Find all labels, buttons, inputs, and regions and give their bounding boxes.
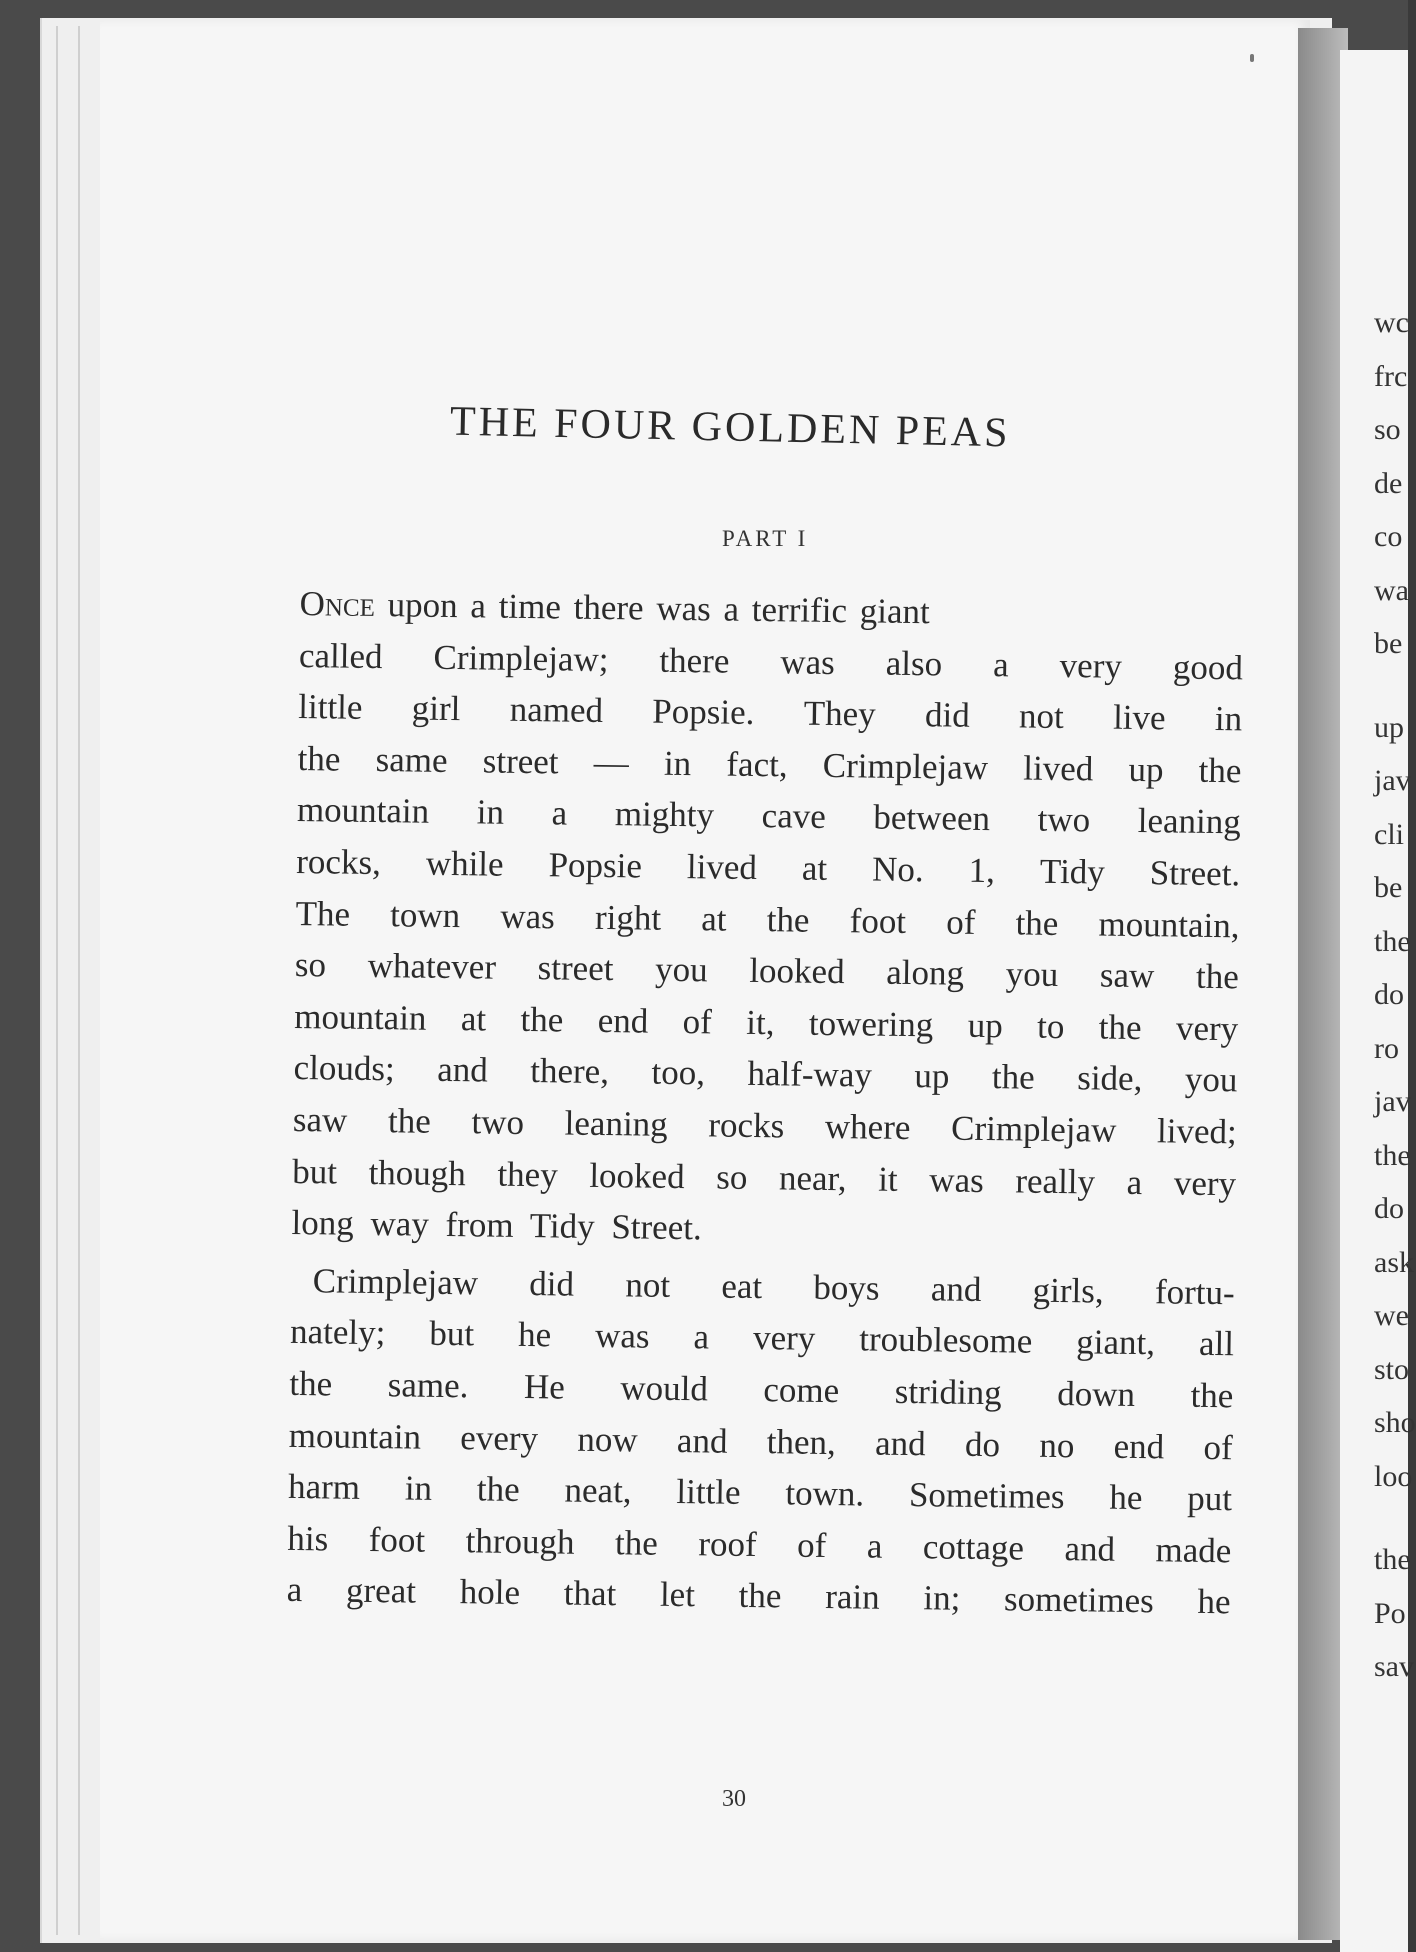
text-line: the same street — in fact, Crimplejaw lived up the [297,738,1242,791]
text-line: so whatever street you looked along you saw the [294,945,1240,997]
facing-page-fragment: ask [1374,1245,1414,1279]
text-line: but though they looked so near, it was really a very [291,1151,1237,1203]
drop-word: Once [299,583,376,624]
facing-page-fragment: the [1374,1543,1411,1576]
facing-page-fragment: the [1374,1138,1411,1172]
facing-page-fragment: cli [1374,817,1404,851]
facing-page-fragment: the [1374,924,1411,958]
text-line: rocks, while Popsie lived at No. 1, Tidy Street. [296,841,1241,894]
facing-page-fragment: jav [1374,1085,1411,1118]
facing-page-fragment: co [1374,520,1403,553]
facing-page-fragment: frc [1374,359,1408,393]
facing-page-fragment: sho [1374,1406,1416,1439]
facing-page-fragment: be [1374,871,1403,904]
facing-page-fragment: up [1374,710,1404,744]
facing-page-fragment: we [1374,1299,1409,1332]
text-line: mountain at the end of it, towering up to the very [294,996,1239,1049]
text-line: little girl named Popsie. They did not live in [298,687,1243,739]
facing-page-fragment: be [1374,627,1403,660]
text-line: Once upon a time there was a terrific giant [299,583,931,632]
text-line: The town was right at the foot of the mountain, [295,893,1240,945]
facing-page-fragment [1374,671,1416,701]
text-line: Crimplejaw did not eat boys and girls, fortu- [312,1260,1235,1313]
facing-page-fragment: do [1374,1192,1404,1225]
text-line: a great hole that let the rain in; sometimes he [286,1570,1231,1622]
facing-page-fragment: de [1374,466,1403,500]
facing-page-fragment [1374,1503,1416,1533]
facing-page-fragment: sto [1374,1352,1410,1386]
text-line: mountain every now and then, and do no end of [288,1415,1233,1467]
facing-page-fragment: ro [1374,1031,1399,1065]
facing-page-fragment: Po [1374,1596,1406,1630]
body-text [286,578,1244,1628]
text-line: the same. He would come striding down the [289,1363,1234,1416]
text-line: long way from Tidy Street. [291,1203,702,1248]
facing-page-fragment: wa [1374,573,1409,607]
text-line: his foot through the roof of a cottage and made [287,1518,1232,1570]
facing-page-fragment: do [1374,978,1404,1011]
facing-page [1340,50,1416,1952]
facing-page-fragment: so [1374,413,1401,446]
facing-page-fragment: sav [1374,1650,1414,1683]
text-line: saw the two leaning rocks where Crimplejaw lived; [292,1099,1238,1152]
ink-speck [1250,54,1254,62]
text-line: called Crimplejaw; there was also a very good [298,635,1244,687]
facing-page-fragment: jav [1374,764,1411,797]
text-line: nately; but he was a very troublesome giant, all [289,1312,1235,1364]
text-line: harm in the neat, little town. Sometimes he put [287,1467,1233,1519]
text-line: mountain in a mighty cave between two leaning [296,790,1242,842]
facing-page-fragment: loo [1374,1459,1413,1493]
facing-page-fragment: wc [1374,306,1409,339]
chapter-title: THE FOUR GOLDEN PEAS [449,398,1011,457]
page-number: 30 [722,1786,746,1812]
text-line: clouds; and there, too, half-way up the side, you [293,1048,1238,1100]
facing-page-text [1374,296,1416,1694]
part-heading: PART I [722,526,809,551]
